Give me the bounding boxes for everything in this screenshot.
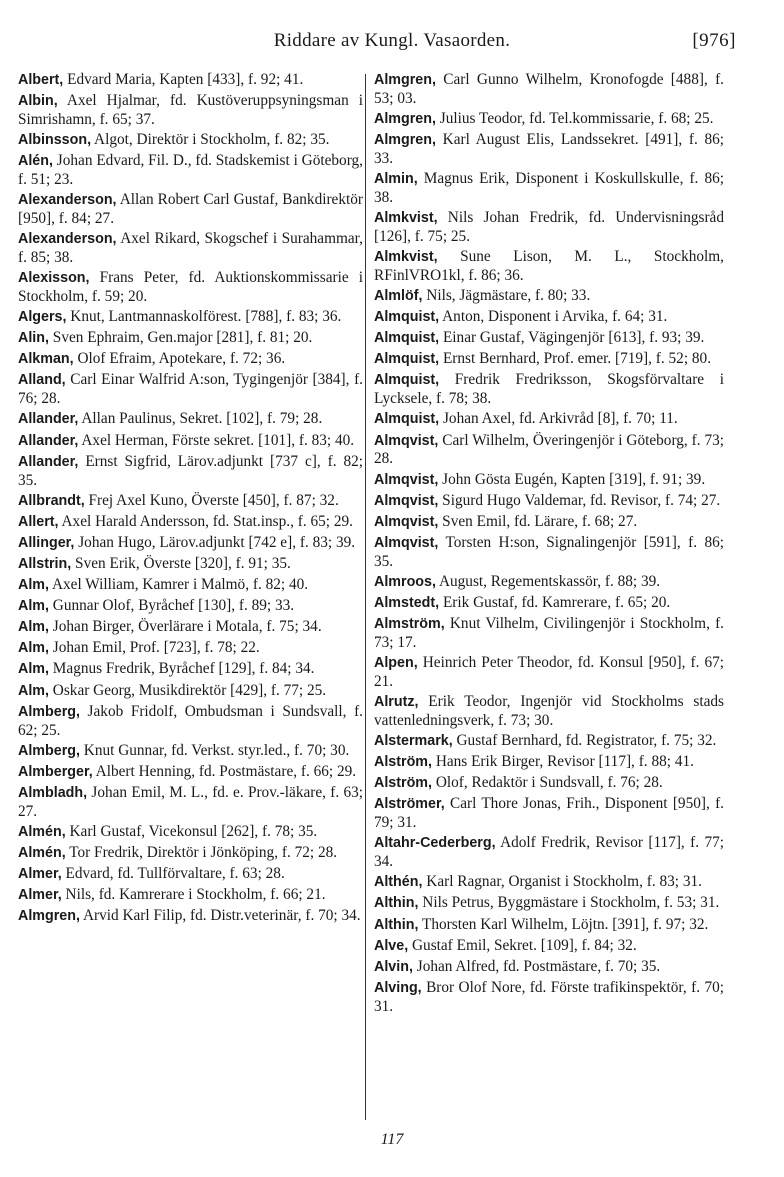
entry-details: Frej Axel Kuno, Överste [450], f. 87; 32. [84,491,339,509]
entry-surname: Alstermark, [374,733,453,750]
entry-surname: Almberg, [18,703,80,720]
entry-surname: Albinsson, [18,132,92,149]
page-code: [976] [692,30,736,51]
register-entry [18,618,363,637]
entry-columns [0,71,784,1131]
entry-details: Sven Emil, fd. Lärare, f. 68; 27. [438,512,638,530]
register-entry [18,329,363,348]
entry-details: Bror Olof Nore, fd. Förste trafikinspektör, f. 70; 31. [374,978,724,1015]
entry-surname: Almquist, [374,330,440,347]
register-entry [374,654,724,691]
page-header [0,30,784,58]
register-entry [18,152,363,189]
register-entry [374,615,724,652]
entry-details: Nils, Jägmästare, f. 80; 33. [422,287,591,305]
entry-details: Heinrich Peter Theodor, fd. Konsul [950], f. 67; 21. [374,654,724,690]
entry-details: Carl Einar Walfrid A:son, Tygingenjör [384], f. 76; 28. [18,371,363,408]
entry-surname: Alm, [18,577,49,594]
entry-surname: Alrutz, [374,694,419,711]
register-entry [18,230,363,267]
register-entry [18,763,363,782]
entry-details: Ernst Bernhard, Prof. emer. [719], f. 52; 80. [439,350,712,368]
entry-surname: Almén, [18,844,66,861]
entry-details: Thorsten Karl Wilhelm, Löjtn. [391], f. 97; 32. [418,915,709,933]
register-entry [374,71,724,108]
register-entry [374,329,724,348]
entry-surname: Almberg, [18,742,80,759]
register-entry [18,191,363,228]
entry-surname: Alm, [18,619,49,636]
register-entry [374,894,724,913]
register-entry [374,958,724,977]
register-entry [374,131,724,168]
entry-details: Axel Rikard, Skogschef i Surahammar, f. 85; 38. [18,230,363,267]
entry-surname: Almquist, [374,309,440,326]
entry-surname: Allander, [18,453,79,470]
entry-details: Magnus Fredrik, Byråchef [129], f. 84; 34. [48,660,315,678]
entry-surname: Almroos, [374,573,436,590]
entry-surname: Alexanderson, [18,192,117,209]
entry-surname: Almer, [18,865,62,882]
entry-details: Gustaf Emil, Sekret. [109], f. 84; 32. [408,936,637,954]
register-entry [18,308,363,327]
register-entry [374,371,724,408]
entry-surname: Allinger, [18,534,75,551]
entry-surname: Almquist, [374,372,440,389]
entry-details: Johan Hugo, Lärov.adjunkt [742 e], f. 83; 39. [74,533,356,551]
entry-details: Magnus Erik, Disponent i Koskullskulle, f. 86; 38. [374,170,724,206]
entry-surname: Althin, [374,895,419,912]
entry-surname: Almgren, [18,908,80,925]
entry-surname: Alkman, [18,351,74,368]
right-column [374,71,724,1018]
register-entry [18,513,363,532]
entry-details: Johan Emil, Prof. [723], f. 78; 22. [48,639,260,657]
register-entry [374,209,724,246]
entry-details: Sigurd Hugo Valdemar, fd. Revisor, f. 74; 27. [438,491,721,509]
entry-details: Knut Vilhelm, Civilingenjör i Stockholm, f. 73; 17. [374,615,724,651]
register-entry [18,844,363,863]
register-entry [374,170,724,207]
entry-surname: Almin, [374,171,418,188]
entry-details: Carl Wilhelm, Överingenjör i Göteborg, f. 73; 28. [374,431,724,468]
register-entry [374,732,724,751]
register-entry [374,471,724,490]
entry-surname: Alving, [374,979,422,996]
register-entry [18,682,363,701]
register-entry [374,350,724,369]
entry-surname: Alm, [18,598,49,615]
entry-surname: Alpen, [374,655,418,672]
entry-details: Axel Herman, Förste sekret. [101], f. 83; 40. [78,431,355,449]
page-number: 117 [380,1131,404,1148]
entry-surname: Alm, [18,661,49,678]
left-column [18,71,363,928]
register-entry [374,594,724,613]
register-entry [18,639,363,658]
register-entry [18,660,363,679]
entry-details: Knut, Lantmannaskolförest. [788], f. 83; 36. [66,308,342,326]
entry-surname: Allander, [18,432,79,449]
entry-surname: Alvin, [374,958,413,975]
entry-details: Erik Teodor, Ingenjör vid Stockholms stads vattenledningsverk, f. 73; 30. [374,693,724,729]
register-entry [374,248,724,285]
entry-details: Sune Lison, M. L., Stockholm, RFinlVRO1kl, f. 86; 36. [374,248,724,284]
entry-details: August, Regementskassör, f. 88; 39. [435,572,661,590]
entry-details: Johan Axel, fd. Arkivråd [8], f. 70; 11. [439,410,678,428]
entry-details: Oskar Georg, Musikdirektör [429], f. 77; 25. [48,681,327,699]
register-entry [374,795,724,832]
entry-details: Carl Thore Jonas, Frih., Disponent [950], f. 79; 31. [374,795,724,832]
entry-surname: Alström, [374,754,432,771]
entry-details: Torsten H:son, Signalingenjör [591], f. 86; 35. [374,533,724,570]
register-entry [18,534,363,553]
entry-details: Johan Edvard, Fil. D., fd. Stadskemist i Göteborg, f. 51; 23. [18,152,363,189]
register-entry [18,432,363,451]
entry-surname: Alexanderson, [18,231,117,248]
entry-details: Arvid Karl Filip, fd. Distr.veterinär, f. 70; 34. [79,907,361,925]
entry-details: Erik Gustaf, fd. Kamrerare, f. 65; 20. [439,593,671,611]
entry-surname: Albert, [18,72,64,88]
entry-details: Albert Henning, fd. Postmästare, f. 66; 29. [92,762,357,780]
entry-details: Ernst Sigfrid, Lärov.adjunkt [737 c], f. 82; 35. [18,452,363,489]
entry-surname: Almlöf, [374,288,423,305]
entry-surname: Alve, [374,937,409,954]
entry-details: Johan Emil, M. L., fd. e. Prov.-läkare, f. 63; 27. [18,783,363,820]
entry-details: Fredrik Fredriksson, Skogsförvaltare i Lycksele, f. 78; 38. [374,371,724,408]
entry-details: John Gösta Eugén, Kapten [319], f. 91; 39. [438,470,706,488]
entry-details: Anton, Disponent i Arvika, f. 64; 31. [439,308,668,326]
register-entry [374,979,724,1016]
entry-details: Tor Fredrik, Direktör i Jönköping, f. 72; 28. [65,843,338,861]
entry-details: Algot, Direktör i Stockholm, f. 82; 35. [91,131,330,149]
entry-surname: Almer, [18,887,62,904]
entry-details: Edvard Maria, Kapten [433], f. 92; 41. [63,71,304,88]
running-title: Riddare av Kungl. Vasaorden. [273,30,511,51]
entry-surname: Alin, [18,330,49,347]
entry-surname: Almgren, [374,72,436,88]
entry-surname: Albin, [18,93,58,110]
entry-surname: Almqvist, [374,432,439,449]
entry-surname: Almgren, [374,132,436,149]
entry-surname: Alström, [374,775,432,792]
entry-details: Karl August Elis, Landssekret. [491], f. 86; 33. [374,131,724,167]
entry-surname: Almgren, [374,111,436,127]
register-entry [374,410,724,429]
entry-surname: Almberger, [18,763,93,780]
entry-surname: Alm, [18,682,49,699]
entry-details: Gustaf Bernhard, fd. Registrator, f. 75; 32. [452,732,717,750]
register-entry [18,597,363,616]
register-entry [374,534,724,571]
register-entry [18,131,363,150]
register-entry [18,269,363,306]
entry-details: Olof Efraim, Apotekare, f. 72; 36. [73,350,286,368]
entry-details: Nils, fd. Kamrerare i Stockholm, f. 66; 21. [61,886,326,904]
entry-surname: Alén, [18,153,53,170]
register-entry [374,432,724,469]
entry-details: Knut Gunnar, fd. Verkst. styr.led., f. 70; 30. [79,741,350,759]
entry-surname: Almqvist, [374,471,439,488]
register-entry [18,865,363,884]
entry-surname: Almquist, [374,351,440,368]
entry-surname: Altahr-Cederberg, [374,835,496,852]
entry-surname: Alm, [18,640,49,657]
entry-surname: Almkvist, [374,210,438,227]
register-entry [374,834,724,871]
register-entry [374,916,724,935]
register-entry [18,823,363,842]
entry-surname: Allstrin, [18,555,72,572]
register-entry [374,513,724,532]
register-entry [18,453,363,490]
register-entry [374,873,724,892]
register-entry [18,742,363,761]
register-entry [18,492,363,511]
register-entry [374,774,724,793]
register-entry [18,71,363,90]
entry-details: Axel Harald Andersson, fd. Stat.insp., f. 65; 29. [58,512,353,530]
register-entry [18,784,363,821]
entry-details: Olof, Redaktör i Sundsvall, f. 76; 28. [432,774,663,792]
entry-surname: Almkvist, [374,249,438,266]
entry-surname: Almqvist, [374,513,439,530]
entry-details: Nils Petrus, Byggmästare i Stockholm, f. 53; 31. [418,894,720,912]
entry-surname: Almström, [374,616,445,633]
entry-details: Julius Teodor, fd. Tel.kommissarie, f. 68; 25. [435,110,714,127]
entry-details: Adolf Fredrik, Revisor [117], f. 77; 34. [374,834,724,871]
entry-details: Jakob Fridolf, Ombudsman i Sundsvall, f. 62; 25. [18,702,363,739]
register-entry [18,703,363,740]
entry-details: Sven Ephraim, Gen.major [281], f. 81; 20. [48,329,313,347]
register-entry [18,350,363,369]
register-entry [374,693,724,730]
entry-surname: Alströmer, [374,796,445,813]
entry-details: Axel Hjalmar, fd. Kustöveruppsyningsman i Simrishamn, f. 65; 37. [18,92,363,128]
entry-details: Nils Johan Fredrik, fd. Undervisningsråd [126], f. 75; 25. [374,209,724,245]
register-entry [18,886,363,905]
entry-surname: Allbrandt, [18,492,85,509]
register-entry [374,492,724,511]
entry-details: Frans Peter, fd. Auktionskommissarie i Stockholm, f. 59; 20. [18,269,363,306]
register-entry [374,753,724,772]
register-entry [18,907,363,926]
entry-surname: Almstedt, [374,594,440,611]
entry-surname: Almqvist, [374,492,439,509]
entry-surname: Almbladh, [18,784,88,801]
entry-details: Allan Paulinus, Sekret. [102], f. 79; 28. [78,410,323,428]
register-entry [18,576,363,595]
register-entry [374,937,724,956]
entry-details: Johan Alfred, fd. Postmästare, f. 70; 35. [412,957,661,975]
entry-details: Karl Ragnar, Organist i Stockholm, f. 83; 31. [422,873,702,891]
entry-details: Carl Gunno Wilhelm, Kronofogde [488], f. 53; 03. [374,71,724,107]
register-entry [374,287,724,306]
entry-surname: Algers, [18,309,67,326]
register-entry [18,555,363,574]
entry-surname: Almén, [18,823,66,840]
entry-details: Karl Gustaf, Vicekonsul [262], f. 78; 35. [65,822,318,840]
entry-surname: Alland, [18,372,66,389]
entry-details: Johan Birger, Överlärare i Motala, f. 75; 34. [48,618,322,636]
entry-details: Sven Erik, Överste [320], f. 91; 35. [71,554,291,572]
entry-details: Edvard, fd. Tullförvaltare, f. 63; 28. [61,864,285,882]
entry-surname: Allander, [18,411,79,428]
entry-surname: Almquist, [374,411,440,428]
entry-surname: Althén, [374,874,423,891]
entry-surname: Almqvist, [374,534,439,551]
entry-surname: Allert, [18,513,59,530]
entry-details: Hans Erik Birger, Revisor [117], f. 88; 41. [432,753,694,771]
entry-details: Gunnar Olof, Byråchef [130], f. 89; 33. [48,597,295,615]
register-entry [374,308,724,327]
register-entry [18,92,363,129]
register-entry [18,410,363,429]
entry-details: Einar Gustaf, Vägingenjör [613], f. 93; 39. [439,329,705,347]
entry-surname: Alexisson, [18,270,90,287]
register-entry [18,371,363,408]
entry-details: Axel William, Kamrer i Malmö, f. 82; 40. [48,576,309,594]
entry-details: Allan Robert Carl Gustaf, Bankdirektör [950], f. 84; 27. [18,191,363,228]
register-entry [374,573,724,592]
register-entry [374,110,724,129]
entry-surname: Althin, [374,916,419,933]
